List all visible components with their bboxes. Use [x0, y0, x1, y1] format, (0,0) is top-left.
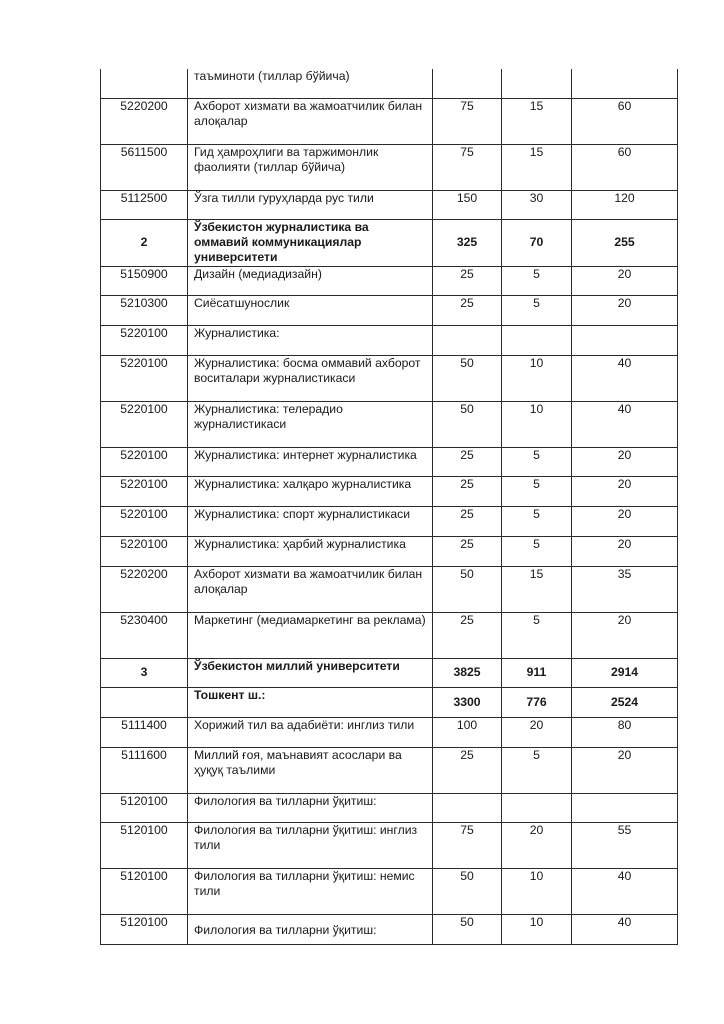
code-cell: 5230400: [101, 612, 188, 658]
table-row: [101, 401, 678, 447]
total-quota-cell: [433, 69, 502, 98]
specialty-name-cell: Журналистика: ҳарбий журналистика: [188, 536, 433, 566]
grant-quota-cell: 15: [502, 144, 572, 190]
code-cell: 5120100: [101, 822, 188, 868]
grant-quota-cell: 30: [502, 190, 572, 219]
total-quota-cell: 75: [433, 98, 502, 144]
contract-quota-cell: [572, 69, 678, 98]
total-quota-cell: 25: [433, 476, 502, 506]
grant-quota-cell: 20: [502, 822, 572, 868]
contract-quota-cell: 120: [572, 190, 678, 219]
contract-quota-cell: 40: [572, 868, 678, 914]
contract-quota-cell: 20: [572, 506, 678, 536]
code-cell: 5220100: [101, 536, 188, 566]
code-cell: 5112500: [101, 190, 188, 219]
grant-quota-cell: 5: [502, 612, 572, 658]
total-quota-cell: 50: [433, 566, 502, 612]
contract-quota-cell: [572, 793, 678, 822]
total-quota-cell: 75: [433, 822, 502, 868]
admission-quota-table: [100, 69, 678, 945]
grant-quota-cell: [502, 325, 572, 355]
table-row: [101, 69, 678, 98]
specialty-name-cell: Миллий ғоя, маънавият асослари ва ҳуқуқ таълими: [188, 747, 433, 793]
table-body: [101, 69, 678, 944]
code-cell: 5120100: [101, 793, 188, 822]
specialty-name-cell: Ўзбекистон миллий университети: [188, 658, 433, 687]
table-row: [101, 447, 678, 476]
total-quota-cell: 25: [433, 536, 502, 566]
specialty-name-cell: Сиёсатшунослик: [188, 295, 433, 325]
grant-quota-cell: 5: [502, 266, 572, 295]
grant-quota-cell: 5: [502, 536, 572, 566]
contract-quota-cell: 20: [572, 447, 678, 476]
specialty-name-cell: Ахборот хизмати ва жамоатчилик билан алоқалар: [188, 98, 433, 144]
specialty-name-cell: Филология ва тилларни ўқитиш: инглиз тили: [188, 822, 433, 868]
code-cell: 5220100: [101, 476, 188, 506]
total-quota-cell: 50: [433, 401, 502, 447]
code-cell: 5111400: [101, 717, 188, 747]
contract-quota-cell: 20: [572, 295, 678, 325]
table-row: [101, 266, 678, 295]
specialty-name-cell: Филология ва тилларни ўқитиш:: [188, 793, 433, 822]
table-row: [101, 190, 678, 219]
total-quota-cell: 25: [433, 295, 502, 325]
table-row: [101, 717, 678, 747]
code-cell: 5220200: [101, 566, 188, 612]
total-quota-cell: 50: [433, 914, 502, 944]
contract-quota-cell: 35: [572, 566, 678, 612]
code-cell: 5220200: [101, 98, 188, 144]
code-cell: 3: [101, 658, 188, 687]
table-row: [101, 476, 678, 506]
specialty-name-cell: Филология ва тилларни ўқитиш:: [188, 914, 433, 944]
grant-quota-cell: 5: [502, 476, 572, 506]
grant-quota-cell: 10: [502, 868, 572, 914]
total-quota-cell: 3825: [433, 658, 502, 687]
total-quota-cell: 25: [433, 506, 502, 536]
code-cell: 5220100: [101, 325, 188, 355]
table-row: [101, 868, 678, 914]
code-cell: 5611500: [101, 144, 188, 190]
grant-quota-cell: 5: [502, 506, 572, 536]
total-quota-cell: [433, 793, 502, 822]
total-quota-cell: 100: [433, 717, 502, 747]
total-quota-cell: 50: [433, 355, 502, 401]
total-quota-cell: 150: [433, 190, 502, 219]
specialty-name-cell: Тошкент ш.:: [188, 687, 433, 717]
code-cell: 2: [101, 219, 188, 266]
grant-quota-cell: 70: [502, 219, 572, 266]
total-quota-cell: 325: [433, 219, 502, 266]
table-row-summary: [101, 687, 678, 717]
table-row: [101, 355, 678, 401]
code-cell: 5220100: [101, 401, 188, 447]
specialty-name-cell: таъминоти (тиллар бўйича): [188, 69, 433, 98]
code-cell: 5150900: [101, 266, 188, 295]
code-cell: [101, 69, 188, 98]
contract-quota-cell: 20: [572, 536, 678, 566]
code-cell: 5220100: [101, 506, 188, 536]
specialty-name-cell: Хорижий тил ва адабиёти: инглиз тили: [188, 717, 433, 747]
grant-quota-cell: 5: [502, 295, 572, 325]
grant-quota-cell: 911: [502, 658, 572, 687]
grant-quota-cell: 15: [502, 566, 572, 612]
specialty-name-cell: Маркетинг (медиамаркетинг ва реклама): [188, 612, 433, 658]
total-quota-cell: 3300: [433, 687, 502, 717]
table-row: [101, 747, 678, 793]
specialty-name-cell: Журналистика: интернет журналистика: [188, 447, 433, 476]
grant-quota-cell: [502, 69, 572, 98]
total-quota-cell: 25: [433, 747, 502, 793]
contract-quota-cell: 20: [572, 266, 678, 295]
specialty-name-cell: Журналистика: спорт журналистикаси: [188, 506, 433, 536]
specialty-name-cell: Журналистика: босма оммавий ахборот воситалари журналистикаси: [188, 355, 433, 401]
specialty-name-cell: Дизайн (медиадизайн): [188, 266, 433, 295]
grant-quota-cell: 10: [502, 355, 572, 401]
contract-quota-cell: 40: [572, 401, 678, 447]
total-quota-cell: 25: [433, 447, 502, 476]
grant-quota-cell: 776: [502, 687, 572, 717]
contract-quota-cell: 20: [572, 612, 678, 658]
grant-quota-cell: 10: [502, 401, 572, 447]
contract-quota-cell: 40: [572, 914, 678, 944]
specialty-name-cell: Журналистика: телерадио журналистикаси: [188, 401, 433, 447]
total-quota-cell: 75: [433, 144, 502, 190]
code-cell: [101, 687, 188, 717]
table-row: [101, 506, 678, 536]
contract-quota-cell: 40: [572, 355, 678, 401]
specialty-name-cell: Гид ҳамроҳлиги ва таржимонлик фаолияти (тиллар бўйича): [188, 144, 433, 190]
table-row: [101, 144, 678, 190]
contract-quota-cell: [572, 325, 678, 355]
table-row-summary: [101, 219, 678, 266]
contract-quota-cell: 55: [572, 822, 678, 868]
contract-quota-cell: 60: [572, 98, 678, 144]
specialty-name-cell: Ўзбекистон журналистика ва оммавий коммуникациялар университети: [188, 219, 433, 266]
code-cell: 5120100: [101, 868, 188, 914]
grant-quota-cell: 10: [502, 914, 572, 944]
table-row: [101, 793, 678, 822]
total-quota-cell: [433, 325, 502, 355]
code-cell: 5111600: [101, 747, 188, 793]
contract-quota-cell: 255: [572, 219, 678, 266]
contract-quota-cell: 20: [572, 476, 678, 506]
code-cell: 5210300: [101, 295, 188, 325]
contract-quota-cell: 2524: [572, 687, 678, 717]
table-row: [101, 295, 678, 325]
specialty-name-cell: Журналистика:: [188, 325, 433, 355]
grant-quota-cell: [502, 793, 572, 822]
table-row: [101, 914, 678, 944]
table-row: [101, 536, 678, 566]
table-row-summary: [101, 658, 678, 687]
table-row: [101, 325, 678, 355]
table-row: [101, 612, 678, 658]
code-cell: 5220100: [101, 447, 188, 476]
contract-quota-cell: 20: [572, 747, 678, 793]
grant-quota-cell: 5: [502, 747, 572, 793]
total-quota-cell: 25: [433, 266, 502, 295]
grant-quota-cell: 15: [502, 98, 572, 144]
grant-quota-cell: 5: [502, 447, 572, 476]
specialty-name-cell: Ўзга тилли гуруҳларда рус тили: [188, 190, 433, 219]
grant-quota-cell: 20: [502, 717, 572, 747]
table-row: [101, 566, 678, 612]
code-cell: 5120100: [101, 914, 188, 944]
contract-quota-cell: 2914: [572, 658, 678, 687]
code-cell: 5220100: [101, 355, 188, 401]
specialty-name-cell: Ахборот хизмати ва жамоатчилик билан алоқалар: [188, 566, 433, 612]
total-quota-cell: 25: [433, 612, 502, 658]
specialty-name-cell: Журналистика: халқаро журналистика: [188, 476, 433, 506]
contract-quota-cell: 80: [572, 717, 678, 747]
contract-quota-cell: 60: [572, 144, 678, 190]
specialty-name-cell: Филология ва тилларни ўқитиш: немис тили: [188, 868, 433, 914]
total-quota-cell: 50: [433, 868, 502, 914]
table-row: [101, 98, 678, 144]
table-row: [101, 822, 678, 868]
